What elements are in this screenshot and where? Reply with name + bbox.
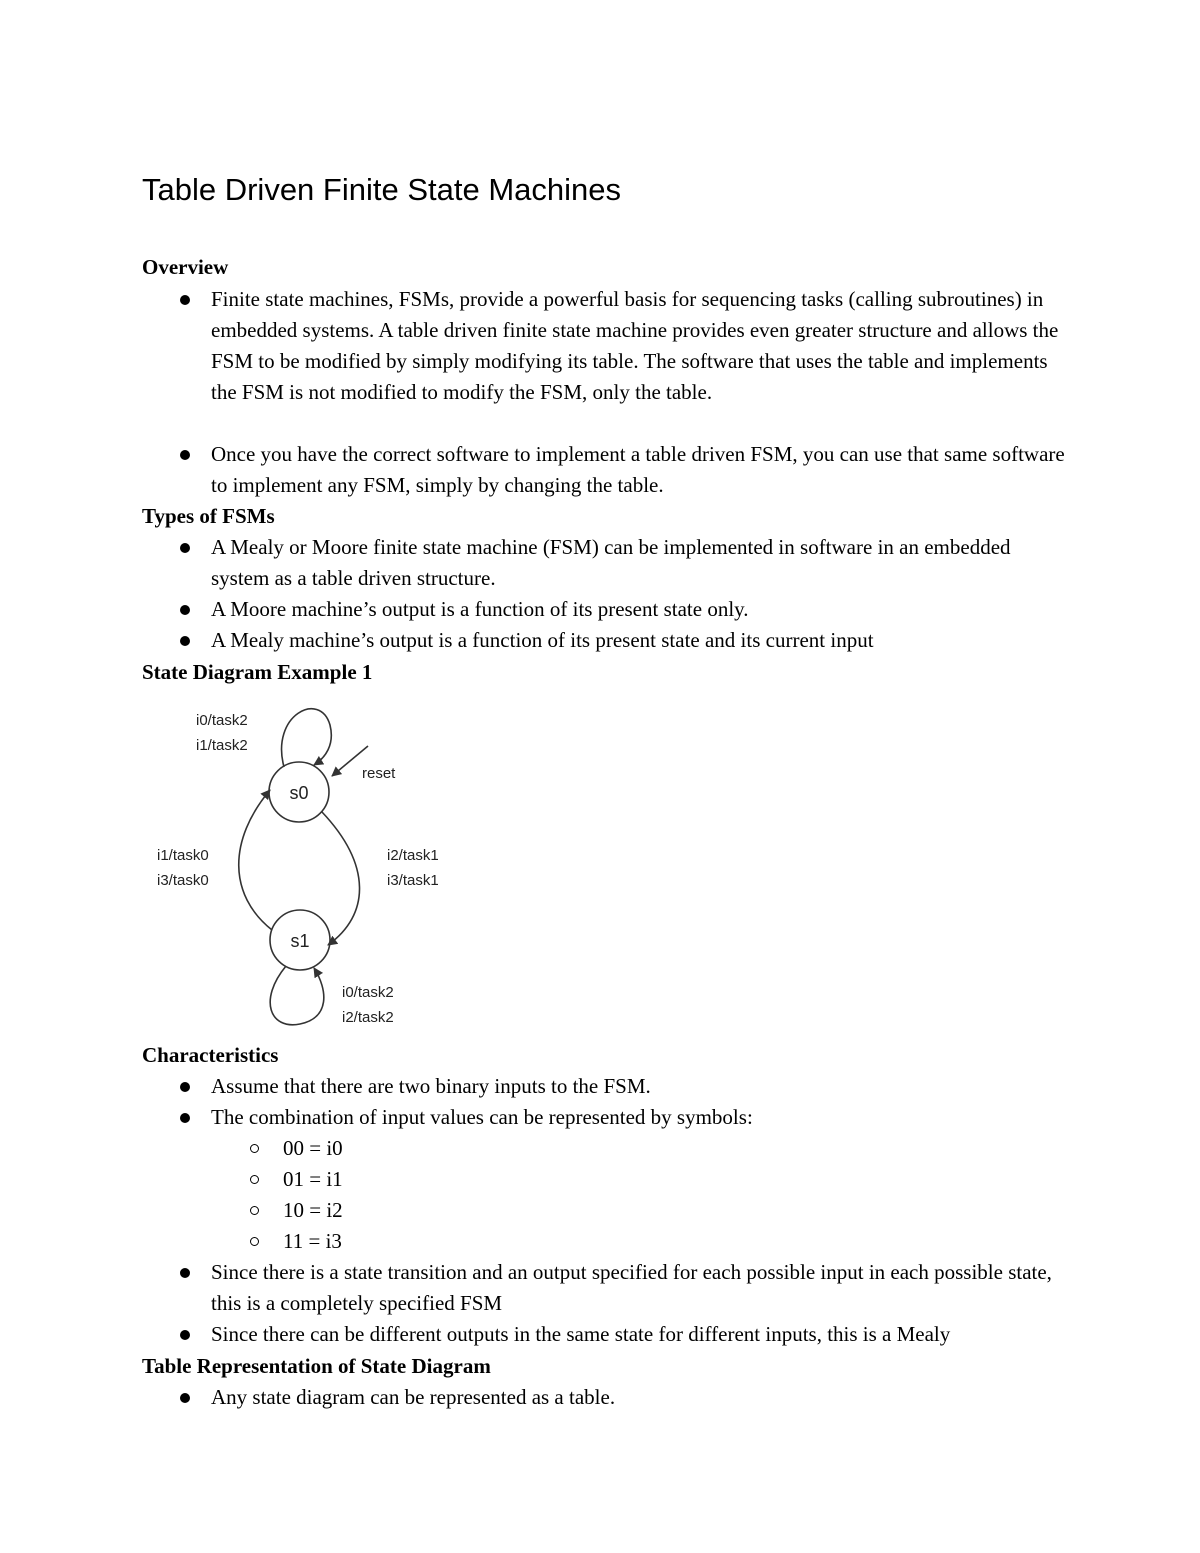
section-heading-table-representation: Table Representation of State Diagram	[142, 1354, 491, 1378]
section-heading-diagram: State Diagram Example 1	[142, 660, 373, 684]
bullet-dot	[180, 1330, 190, 1340]
types-bullet-3: A Mealy machine’s output is a function of its present state and its current input	[211, 628, 874, 652]
state-s0-label: s0	[289, 783, 309, 803]
s0-loop-label-2: i1/task2	[196, 737, 248, 754]
types-bullet-1: A Mealy or Moore finite state machine (FSM) can be implemented in software in an embedded system as a table driven structure.	[211, 535, 1011, 590]
bullet-dot	[180, 636, 190, 646]
overview-bullet-2: Once you have the correct software to implement a table driven FSM, you can use that same software to implement any FSM, simply by changing the table.	[211, 442, 1065, 497]
symbol-item: 01 = i1	[283, 1167, 343, 1191]
symbol-item: 11 = i3	[283, 1229, 342, 1253]
page-title: Table Driven Finite State Machines	[142, 172, 622, 207]
s1-to-s0-arrow	[239, 790, 272, 930]
s0-self-loop-arrow	[282, 709, 332, 767]
sub-bullet-circle	[250, 1206, 259, 1215]
s1-self-loop-arrow	[270, 966, 324, 1025]
bullet-dot	[180, 1268, 190, 1278]
state-diagram	[140, 695, 480, 1035]
characteristics-bullet-1: Assume that there are two binary inputs to the FSM.	[211, 1074, 651, 1098]
sub-bullet-circle	[250, 1237, 259, 1246]
symbol-item: 00 = i0	[283, 1136, 343, 1160]
symbol-item: 10 = i2	[283, 1198, 343, 1222]
s1-to-s0-label-2: i3/task0	[157, 872, 209, 889]
section-heading-characteristics: Characteristics	[142, 1043, 279, 1067]
s0-loop-label-1: i0/task2	[196, 712, 248, 729]
state-s1-label: s1	[290, 931, 310, 951]
s0-to-s1-label-1: i2/task1	[387, 847, 439, 864]
table-rep-bullet-1: Any state diagram can be represented as a table.	[211, 1385, 616, 1409]
sub-bullet-circle	[250, 1175, 259, 1184]
s0-to-s1-arrow	[322, 812, 360, 945]
s1-to-s0-label-1: i1/task0	[157, 847, 209, 864]
bullet-dot	[180, 1082, 190, 1092]
bullet-dot	[180, 1393, 190, 1403]
s0-to-s1-label-2: i3/task1	[387, 872, 439, 889]
bullet-dot	[180, 295, 190, 305]
section-heading-overview: Overview	[142, 255, 229, 279]
reset-label: reset	[362, 765, 396, 782]
characteristics-bullet-4: Since there can be different outputs in the same state for different inputs, this is a Mealy	[211, 1322, 951, 1346]
bullet-dot	[180, 450, 190, 460]
s1-loop-label-1: i0/task2	[342, 984, 394, 1001]
types-bullet-2: A Moore machine’s output is a function of its present state only.	[211, 597, 749, 621]
bullet-dot	[180, 543, 190, 553]
bullet-dot	[180, 1113, 190, 1123]
characteristics-bullet-3: Since there is a state transition and an output specified for each possible input in each possible state, this is a completely specified FSM	[211, 1260, 1052, 1315]
section-heading-types: Types of FSMs	[142, 504, 275, 528]
sub-bullet-circle	[250, 1144, 259, 1153]
bullet-dot	[180, 605, 190, 615]
characteristics-bullet-2: The combination of input values can be represented by symbols:	[211, 1105, 753, 1129]
overview-bullet-1: Finite state machines, FSMs, provide a powerful basis for sequencing tasks (calling subroutines) in embedded systems. A table driven finite state machine provides even greater structure and allows the FSM to be modified by simply modifying its table. The software that uses the table and implements the FSM is not modified to modify the FSM, only the table.	[211, 287, 1059, 404]
s1-loop-label-2: i2/task2	[342, 1009, 394, 1026]
